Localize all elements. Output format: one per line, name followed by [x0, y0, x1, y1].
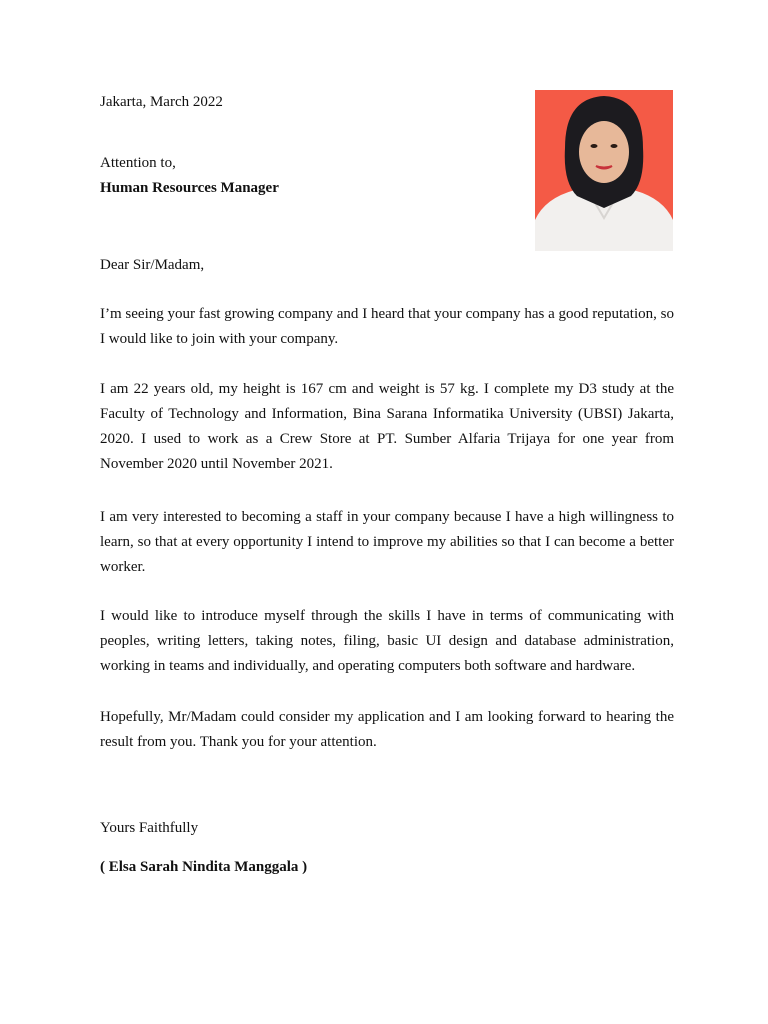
paragraph-interest: I am very interested to becoming a staff in your company because I have a high willingness to learn, so that at every opportunity I intend to improve my abilities so that I can become a better worker.	[100, 509, 674, 575]
paragraph-background: I am 22 years old, my height is 167 cm and weight is 57 kg. I complete my D3 study at the Faculty of Technology and Information, Bina Sarana Informatika University (UBSI) Jakarta, 2020. I used to work as a Crew Store at PT. Sumber Alfaria Trijaya for one year from November 2020 until November 2021.	[100, 381, 674, 472]
left-eye	[591, 144, 598, 148]
paragraph-closing: Hopefully, Mr/Madam could consider my application and I am looking forward to hearing the result from you. Thank you for your attention.	[100, 709, 674, 750]
right-eye	[611, 144, 618, 148]
closing-phrase: Yours Faithfully	[100, 820, 199, 836]
attention-line: Attention to,	[100, 155, 176, 171]
applicant-photo	[535, 90, 673, 251]
paragraph-skills: I would like to introduce myself through the skills I have in terms of communicating with peoples, writing letters, taking notes, filing, basic UI design and database administration, working in teams and individually, and operating computers both software and hardware.	[100, 608, 674, 674]
place-date: Jakarta, March 2022	[100, 94, 223, 110]
recipient-title: Human Resources Manager	[100, 180, 279, 196]
portrait-illustration	[535, 90, 673, 251]
salutation: Dear Sir/Madam,	[100, 257, 205, 273]
face-shape	[579, 121, 629, 183]
signature-name: ( Elsa Sarah Nindita Manggala )	[100, 859, 308, 875]
paragraph-intro: I’m seeing your fast growing company and I heard that your company has a good reputation, so I would like to join with your company.	[100, 306, 674, 347]
